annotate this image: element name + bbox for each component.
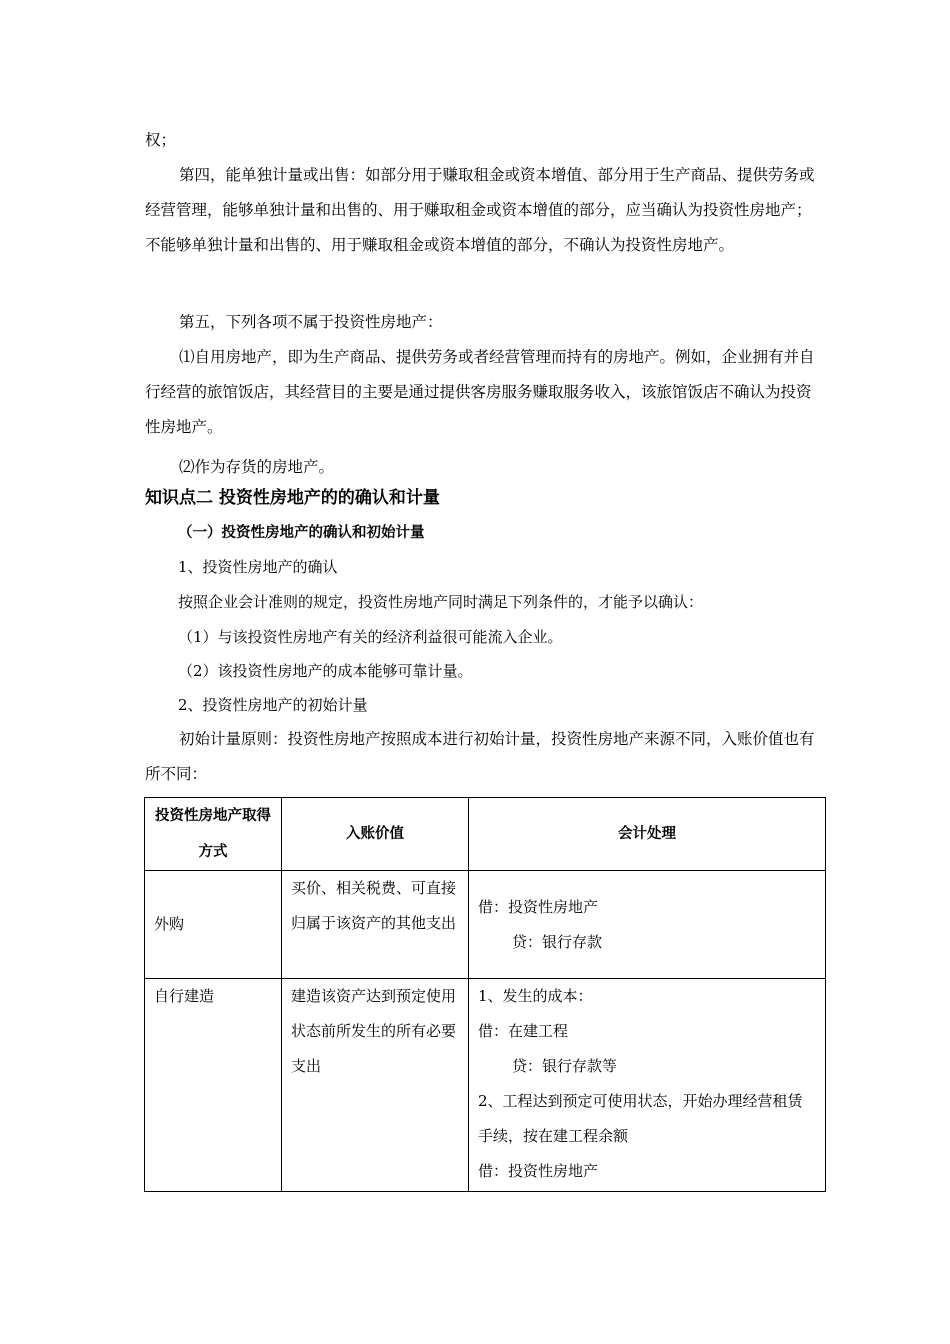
subsection-heading: （一）投资性房地产的确认和初始计量 <box>178 525 425 541</box>
accounting-cell <box>469 871 826 979</box>
initial-measurement-principle: 初始计量原则：投资性房地产按照成本进行初始计量，投资性房地产来源不同，入账价值也有所不同： <box>145 730 815 783</box>
section-heading: 知识点二 投资性房地产的的确认和计量 <box>145 488 440 508</box>
method-cell: 外购 <box>145 871 282 979</box>
value-cell: 建造该资产达到预定使用状态前所发生的所有必要支出 <box>282 979 469 1192</box>
entry-line: 1、发生的成本： <box>478 987 593 1005</box>
accounting-cell <box>469 979 826 1192</box>
condition-2: （2）该投资性房地产的成本能够可靠计量。 <box>178 662 473 680</box>
paragraph-item-2: ⑵作为存货的房地产。 <box>179 458 335 476</box>
table-header-row <box>145 798 826 871</box>
method-cell: 自行建造 <box>145 979 282 1192</box>
entry-line: 借：投资性房地产 <box>478 897 599 916</box>
item-recognition: 1、投资性房地产的确认 <box>178 558 338 576</box>
entry-line: 借：在建工程 <box>478 1022 569 1040</box>
value-cell: 买价、相关税费、可直接归属于该资产的其他支出 <box>282 871 469 979</box>
recognition-rule: 按照企业会计准则的规定，投资性房地产同时满足下列条件的，才能予以确认： <box>178 593 704 611</box>
header-method: 投资性房地产取得方式 <box>145 798 282 871</box>
item-initial-measurement: 2、投资性房地产的初始计量 <box>178 696 368 714</box>
entry-line: 2、工程达到预定可使用状态，开始办理经营租赁手续，按在建工程余额 <box>478 1092 803 1145</box>
entry-line: 贷：银行存款 <box>512 932 603 951</box>
entry-line: 贷：银行存款等 <box>512 1057 618 1075</box>
paragraph-fourth: 第四，能单独计量或出售：如部分用于赚取租金或资本增值、部分用于生产商品、提供劳务或经营管理，能够单独计量和出售的、用于赚取租金或资本增值的部分，应当确认为投资性房地产；不能够单独计量和出售的、用于赚取租金或资本增值的部分，不确认为投资性房地产。 <box>145 166 815 254</box>
condition-1: （1）与该投资性房地产有关的经济利益很可能流入企业。 <box>178 628 563 646</box>
header-accounting: 会计处理 <box>469 798 826 871</box>
header-value: 入账价值 <box>282 798 469 871</box>
acquisition-table <box>144 797 826 1192</box>
table-row <box>145 979 826 1192</box>
table-row <box>145 871 826 979</box>
entry-line: 借：投资性房地产 <box>478 1162 599 1180</box>
paragraph-fifth: 第五，下列各项不属于投资性房地产： <box>179 313 443 331</box>
paragraph-item-1: ⑴自用房地产，即为生产商品、提供劳务或者经营管理而持有的房地产。例如，企业拥有并自行经营的旅馆饭店，其经营目的主要是通过提供客房服务赚取服务收入，该旅馆饭店不确认为投资性房地产。 <box>145 348 815 436</box>
paragraph-continuation: 权； <box>145 131 177 149</box>
